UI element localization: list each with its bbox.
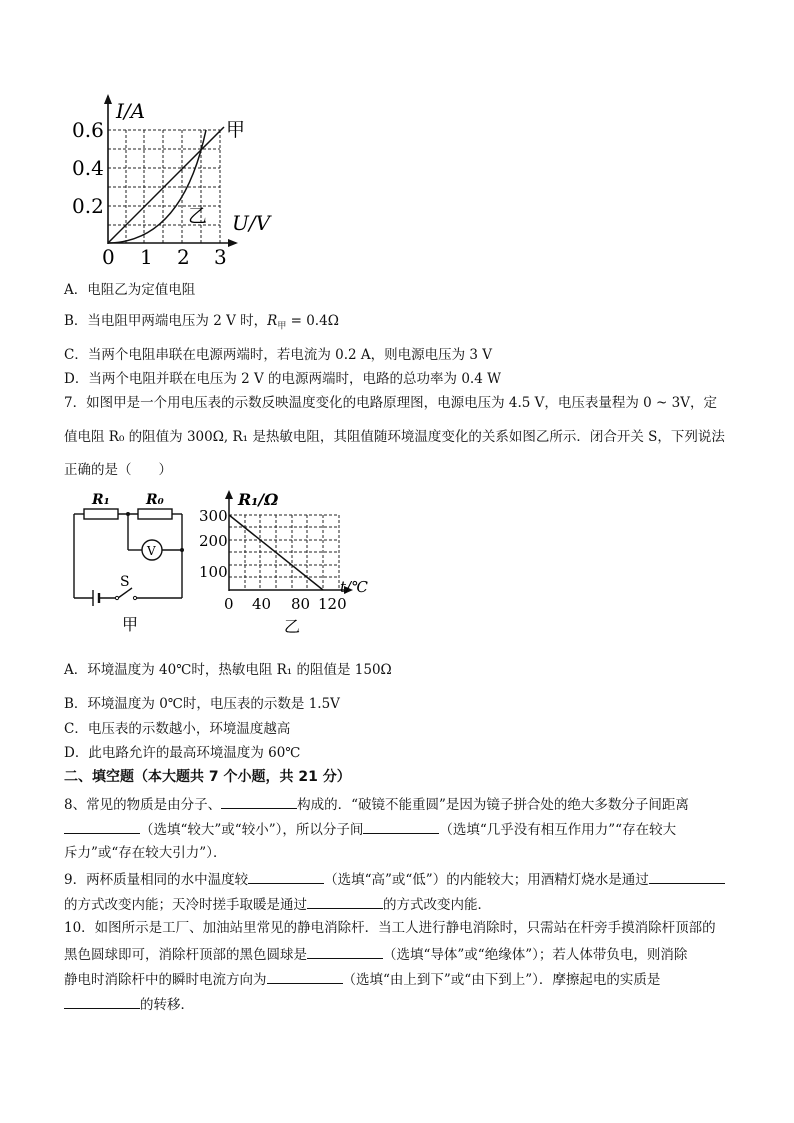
rt-grid (229, 515, 339, 590)
q7-stem-3: 正确的是（ ） (64, 462, 172, 478)
iu-y-label: I/A (116, 99, 146, 123)
q10-line-2 (64, 944, 687, 964)
section-fill-blank-title: 二、填空题（本大题共 7 个小题，共 21 分） (64, 769, 351, 785)
q10-text-3a: 静电时消除杆中的瞬时电流方向为 (64, 972, 267, 988)
rt-y-label: R₁/Ω (238, 490, 279, 509)
iu-x-tick-2: 2 (177, 245, 190, 267)
q8-line-2 (64, 819, 676, 839)
iu-y-tick-04: 0.4 (72, 156, 104, 180)
q10-text-4b: 的转移． (140, 997, 194, 1013)
q9-text-2b: 的方式改变内能． (383, 897, 491, 913)
q6-b-sub: 甲 (277, 321, 287, 332)
q9-text-2a: 的方式改变内能；天冷时搓手取暖是通过 (64, 897, 307, 913)
rt-y-tick-300: 300 (199, 507, 228, 525)
iu-label-jia: 甲 (226, 119, 246, 141)
q7-option-d: D．此电路允许的最高环境温度为 60℃ (64, 745, 301, 761)
q7-stem-2: 值电阻 R₀ 的阻值为 300Ω, R₁ 是热敏电阻，其阻值随环境温度变化的关系如图乙所示．闭合开关 S，下列说法 (64, 429, 725, 445)
q10-text-2b: （选填“导体”或“绝缘体”）；若人体带负电，则消除 (383, 947, 688, 963)
rt-graph (196, 482, 376, 644)
q9-blank-3[interactable] (307, 894, 383, 909)
resistor-r1 (84, 509, 118, 519)
q10-line-3 (64, 969, 660, 989)
q10-line-1: 10．如图所示是工厂、加油站里常见的静电消除杆．当工人进行静电消除时，只需站在杆旁手摸消除杆顶部的 (64, 920, 716, 936)
q8-text-2b: （选填“较大”或“较小”），所以分子间 (140, 822, 364, 838)
label-r0: R₀ (146, 492, 164, 508)
q8-text-1a: 8、常见的物质是由分子、 (64, 797, 222, 813)
rt-y-tick-200: 200 (199, 532, 228, 550)
q9-blank-2[interactable] (649, 869, 725, 884)
q9-text-1a: 9．两杯质量相同的水中温度较 (64, 872, 249, 888)
q9-blank-1[interactable] (248, 869, 324, 884)
label-r1: R₁ (92, 492, 110, 508)
q10-text-2a: 黑色圆球即可，消除杆顶部的黑色圆球是 (64, 947, 307, 963)
circuit-diagram (64, 486, 196, 638)
q8-line-1 (64, 794, 689, 814)
q8-line-3: 斥力”或“存在较大引力”）． (64, 845, 227, 861)
iu-x-tick-3: 3 (214, 245, 227, 267)
rt-x-tick-40: 40 (252, 595, 272, 613)
iu-y-tick-06: 0.6 (72, 118, 104, 142)
label-s: S (120, 574, 130, 590)
iu-x-tick-0: 0 (102, 245, 115, 267)
q6-b-suffix: = 0.4Ω (286, 313, 339, 329)
q8-blank-3[interactable] (363, 819, 439, 834)
iu-y-tick-02: 0.2 (72, 194, 104, 218)
q6-option-c: C．当两个电阻串联在电源两端时，若电流为 0.2 A，则电源电压为 3 V (64, 347, 493, 363)
iu-graph (64, 92, 284, 267)
q9-line-1 (64, 869, 725, 889)
rt-caption: 乙 (284, 617, 301, 636)
q8-text-1b: 构成的．“破镜不能重圆”是因为镜子拼合处的绝大多数分子间距离 (297, 797, 689, 813)
q7-stem-1: 7．如图甲是一个用电压表的示数反映温度变化的电路原理图，电源电压为 4.5 V，电压表量程为 0 ~ 3V，定 (64, 395, 718, 411)
q8-text-2c: （选填“几乎没有相互作用力”“存在较大 (439, 822, 677, 838)
circuit-caption: 甲 (122, 615, 139, 634)
resistor-r0 (138, 509, 172, 519)
q7-option-a: A．环境温度为 40℃时，热敏电阻 R₁ 的阻值是 150Ω (64, 662, 392, 678)
rt-x-tick-0: 0 (224, 595, 234, 613)
iu-x-tick-1: 1 (140, 245, 153, 267)
q7-option-b: B．环境温度为 0℃时，电压表的示数是 1.5V (64, 696, 340, 712)
rt-x-label: t/℃ (340, 578, 368, 596)
q6-option-b (64, 312, 339, 336)
q10-blank-3[interactable] (64, 994, 140, 1009)
q10-line-4 (64, 994, 194, 1014)
iu-x-label: U/V (232, 211, 271, 235)
q9-text-1b: （选填“高”或“低”）的内能较大；用酒精灯烧水是通过 (324, 872, 649, 888)
q10-text-3b: （选填“由上到下”或“由下到上”）．摩擦起电的实质是 (342, 972, 661, 988)
q6-b-r: R (267, 313, 278, 329)
rt-x-tick-120: 120 (318, 595, 347, 613)
q6-option-a: A．电阻乙为定值电阻 (64, 282, 196, 298)
q6-b-prefix: B．当电阻甲两端电压为 2 V 时， (64, 313, 268, 329)
q10-blank-2[interactable] (267, 969, 343, 984)
rt-y-tick-100: 100 (199, 563, 228, 581)
q7-option-c: C．电压表的示数越小，环境温度越高 (64, 721, 291, 737)
q9-line-2 (64, 894, 491, 914)
rt-x-tick-80: 80 (291, 595, 311, 613)
iu-label-yi: 乙 (188, 205, 208, 227)
q10-blank-1[interactable] (307, 944, 383, 959)
label-v: V (147, 544, 156, 558)
q6-option-d: D．当两个电阻并联在电压为 2 V 的电源两端时，电路的总功率为 0.4 W (64, 371, 501, 387)
q8-blank-2[interactable] (64, 819, 140, 834)
q8-blank-1[interactable] (221, 794, 297, 809)
